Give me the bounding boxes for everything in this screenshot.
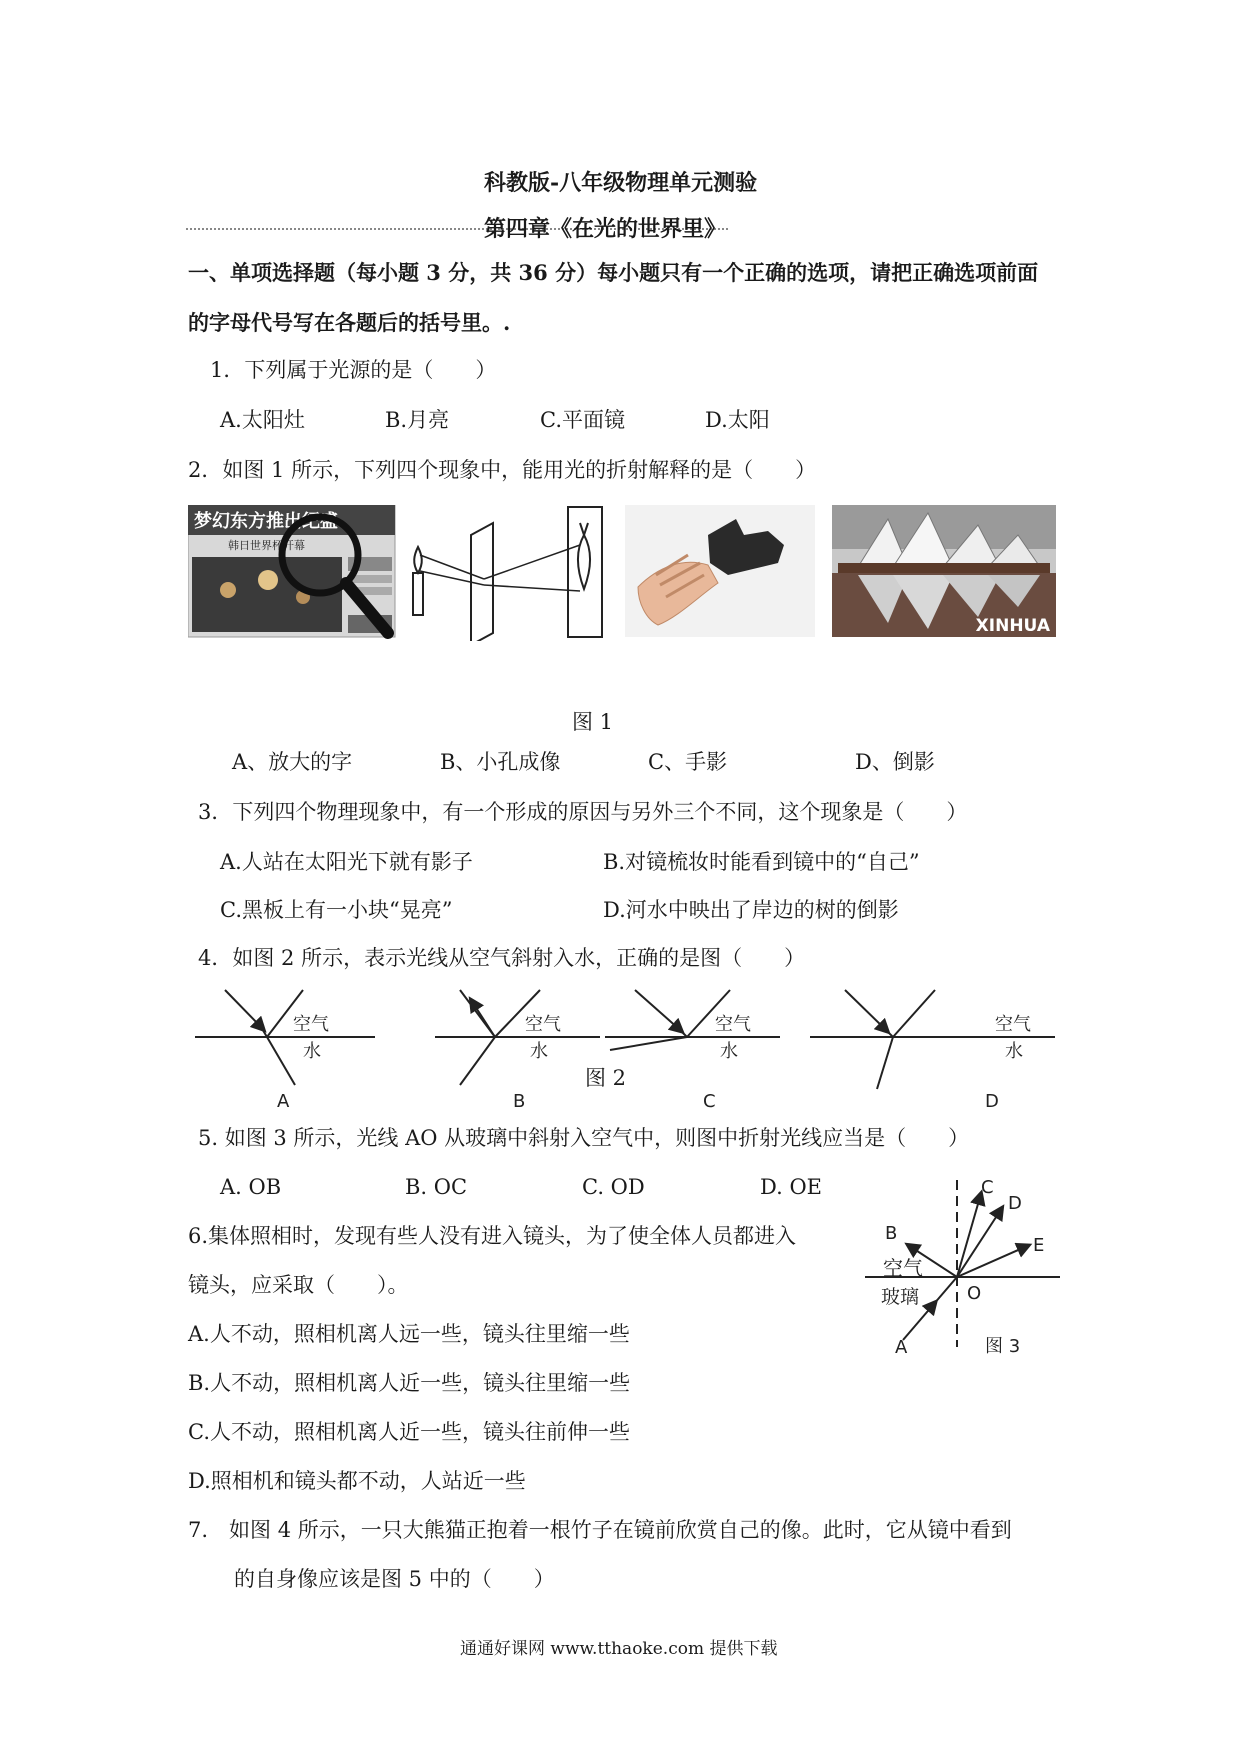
q2-option-b: B、小孔成像 [440, 750, 561, 774]
q6-option-c: C.人不动，照相机离人近一些，镜头往前伸一些 [188, 1420, 630, 1444]
q2-option-c: C、手影 [648, 750, 728, 774]
q3-option-b: B.对镜梳妆时能看到镜中的“自己” [603, 850, 920, 874]
opera-house-reflection-photo [832, 505, 1056, 637]
diagram-b-letter: B [513, 1091, 526, 1110]
q7-stem-line2: 的自身像应该是图 5 中的（ ） [234, 1567, 555, 1591]
q5-stem: 5. 如图 3 所示，光线 AO 从玻璃中斜射入空气中，则图中折射光线应当是（ ） [198, 1126, 970, 1150]
q3-stem: 3．下列四个物理现象中，有一个形成的原因与另外三个不同，这个现象是（ ） [198, 800, 968, 824]
section-heading-line2: 的字母代号写在各题后的括号里。. [188, 310, 511, 335]
page-footer: 通通好课网 www.tthaoke.com 提供下载 [460, 1639, 778, 1659]
q3-option-a: A.人站在太阳光下就有影子 [220, 850, 473, 874]
figure-2-caption: 图 2 [585, 1066, 627, 1090]
q3-option-c: C.黑板上有一小块“晃亮” [220, 898, 453, 922]
diagram-c-letter: C [703, 1091, 716, 1110]
q6-option-b: B.人不动，照相机离人近一些，镜头往里缩一些 [188, 1371, 631, 1395]
diagram-d-air-label: 空气 [995, 1014, 1031, 1035]
diagram-d [810, 990, 1055, 1110]
figure-1 [188, 505, 1056, 641]
chapter-title: 第四章《在光的世界里》 [484, 216, 727, 242]
pinhole-camera-drawing [413, 507, 602, 641]
q7-stem-line1: 7. 如图 4 所示，一只大熊猫正抱着一根竹子在镜前欣赏自己的像。此时，它从镜中看到 [188, 1518, 1012, 1542]
q1-option-a: A.太阳灶 [220, 408, 305, 432]
diagram-b [435, 990, 600, 1110]
magnifier-newspaper-photo [188, 505, 395, 637]
ray-label-e: E [1033, 1235, 1045, 1256]
photo-watermark: XINHUA [975, 616, 1050, 636]
point-label-o: O [967, 1283, 982, 1304]
section-heading-line1: 一、单项选择题（每小题 3 分，共 36 分）每小题只有一个正确的选项，请把正确选项前面 [188, 260, 1039, 285]
diagram-a [195, 990, 375, 1110]
ray-label-c: C [981, 1177, 994, 1198]
q5-option-d: D. OE [760, 1175, 822, 1199]
diagram-b-air-label: 空气 [525, 1014, 561, 1035]
q1-option-c: C.平面镜 [540, 408, 625, 432]
diagram-b-water-label: 水 [530, 1041, 548, 1062]
q5-option-a: A. OB [220, 1175, 282, 1199]
diagram-a-letter: A [277, 1091, 290, 1110]
figure-3-diagram [855, 1175, 1065, 1360]
q1-stem: 1．下列属于光源的是（ ） [210, 358, 497, 382]
diagram-a-air-label: 空气 [293, 1014, 329, 1035]
q6-stem-line2: 镜头，应采取（ ）。 [188, 1273, 409, 1297]
q3-option-d: D.河水中映出了岸边的树的倒影 [603, 898, 899, 922]
q2-option-a: A、放大的字 [232, 750, 353, 774]
q1-option-d: D.太阳 [705, 408, 770, 432]
figure-3-caption: 图 3 [985, 1336, 1021, 1357]
figure-1-caption: 图 1 [572, 710, 614, 734]
q2-stem: 2．如图 1 所示，下列四个现象中，能用光的折射解释的是（ ） [188, 458, 817, 482]
ray-label-a: A [895, 1337, 908, 1358]
q6-option-a: A.人不动，照相机离人远一些，镜头往里缩一些 [188, 1322, 630, 1346]
diagram-a-water-label: 水 [303, 1041, 321, 1062]
figure-3-air-label: 空气 [883, 1256, 923, 1280]
figure-3-glass-label: 玻璃 [881, 1286, 920, 1308]
newspaper-headline: 梦幻东方推出纪盛 [194, 511, 338, 532]
q5-option-b: B. OC [405, 1175, 468, 1199]
newspaper-subline: 韩日世界杯开幕 [228, 539, 305, 552]
diagram-d-water-label: 水 [1005, 1041, 1023, 1062]
ray-label-d: D [1008, 1193, 1022, 1214]
q2-option-d: D、倒影 [855, 750, 935, 774]
diagram-c-water-label: 水 [720, 1041, 738, 1062]
diagram-c [605, 990, 780, 1110]
q6-option-d: D.照相机和镜头都不动，人站近一些 [188, 1469, 526, 1493]
hand-shadow-photo [625, 505, 815, 637]
diagram-c-air-label: 空气 [715, 1014, 751, 1035]
q6-stem-line1: 6.集体照相时，发现有些人没有进入镜头，为了使全体人员都进入 [188, 1224, 797, 1248]
q5-option-c: C. OD [582, 1175, 645, 1199]
q4-stem: 4．如图 2 所示，表示光线从空气斜射入水，正确的是图（ ） [198, 946, 806, 970]
diagram-d-letter: D [985, 1091, 999, 1110]
page-title: 科教版-八年级物理单元测验 [484, 170, 758, 196]
ray-label-b: B [885, 1223, 898, 1244]
figure-2-diagrams [195, 985, 1065, 1110]
q1-option-b: B.月亮 [385, 408, 450, 432]
